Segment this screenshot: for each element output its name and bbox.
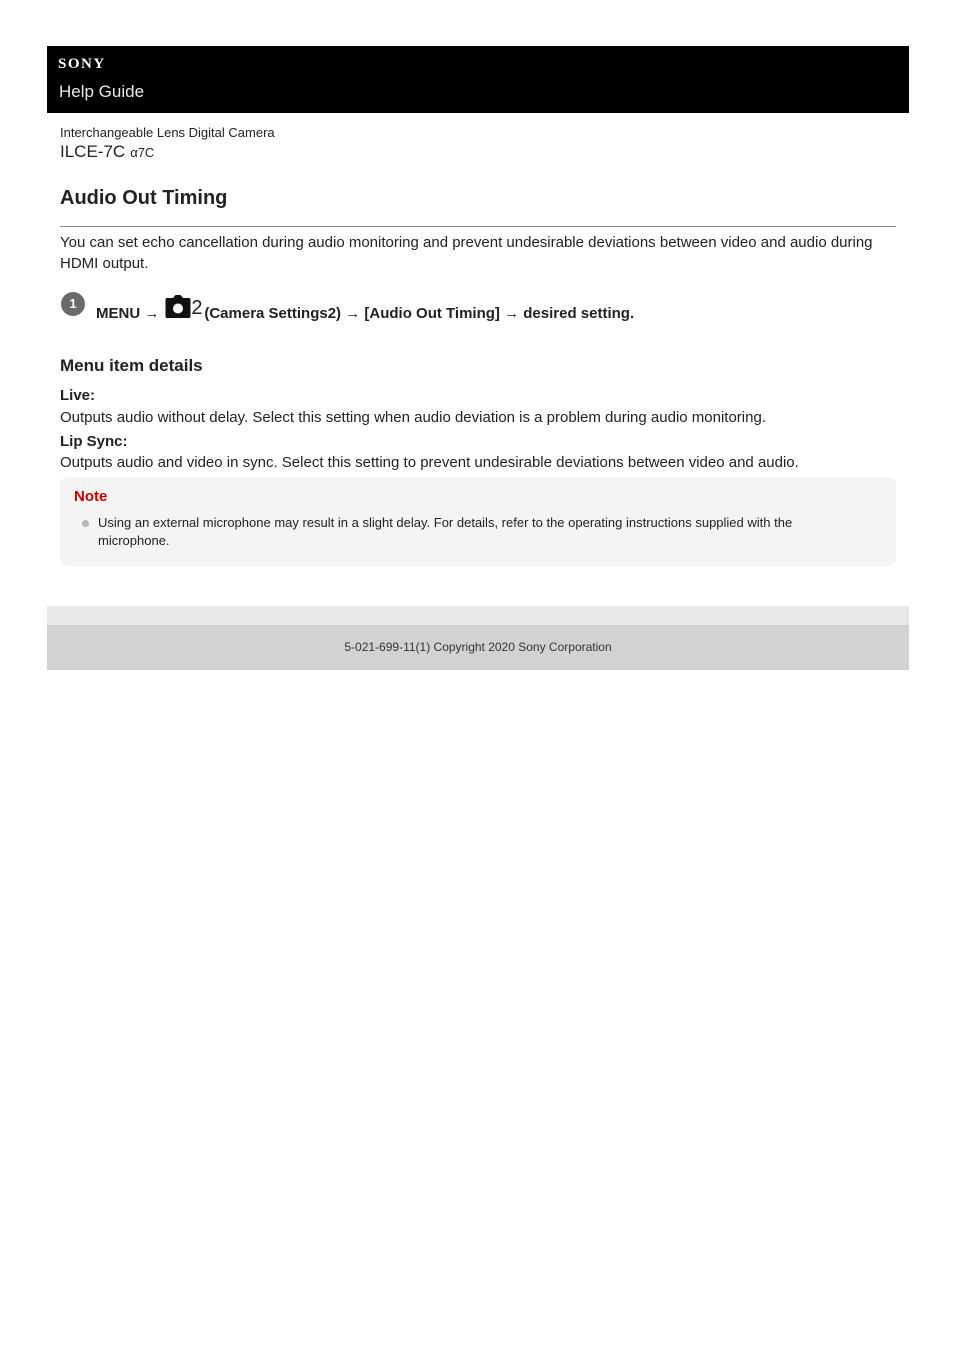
step-number-badge: 1 xyxy=(61,292,85,316)
sony-logo[interactable]: SONY xyxy=(58,56,106,72)
intro-text: You can set echo cancellation during audio monitoring and prevent undesirable deviations between video and audio during HDMI output. xyxy=(60,234,873,272)
product-type: Interchangeable Lens Digital Camera xyxy=(60,125,275,140)
term-live: Live: xyxy=(60,387,96,404)
description-lip-sync: Outputs audio and video in sync. Select this setting to prevent undesirable deviations between video and audio. xyxy=(60,454,799,471)
bullet-icon xyxy=(82,520,89,527)
site-header xyxy=(47,46,909,113)
note-title: Note xyxy=(74,488,108,505)
footer xyxy=(47,625,909,670)
description-live: Outputs audio without delay. Select this setting when audio deviation is a problem during audio monitoring. xyxy=(60,409,766,426)
title-divider xyxy=(60,226,896,227)
step-1 xyxy=(60,290,896,320)
note-box xyxy=(60,477,896,566)
term-lip-sync: Lip Sync: xyxy=(60,433,128,450)
model-alias: α7C xyxy=(130,145,155,160)
note-item: Using an external microphone may result in a slight delay. For details, refer to the operating instructions supplied with the microphone. xyxy=(98,515,793,548)
menu-item-details-heading: Menu item details xyxy=(60,356,203,375)
menu-prefix: MENU → xyxy=(96,305,160,322)
step-instruction xyxy=(96,294,634,323)
page-title: Audio Out Timing xyxy=(60,187,228,209)
copyright-text: 5-021-699-11(1) Copyright 2020 Sony Corporation xyxy=(344,640,612,654)
help-guide-title: Help Guide xyxy=(59,82,145,101)
model-number: ILCE-7C xyxy=(60,142,126,161)
camera-settings-icon xyxy=(165,294,203,318)
step-path: (Camera Settings2) → [Audio Out Timing] → desired setting. xyxy=(204,305,635,322)
footer-top-band xyxy=(47,606,909,625)
model-line xyxy=(60,142,154,163)
camera-settings-number: 2 xyxy=(191,297,203,319)
